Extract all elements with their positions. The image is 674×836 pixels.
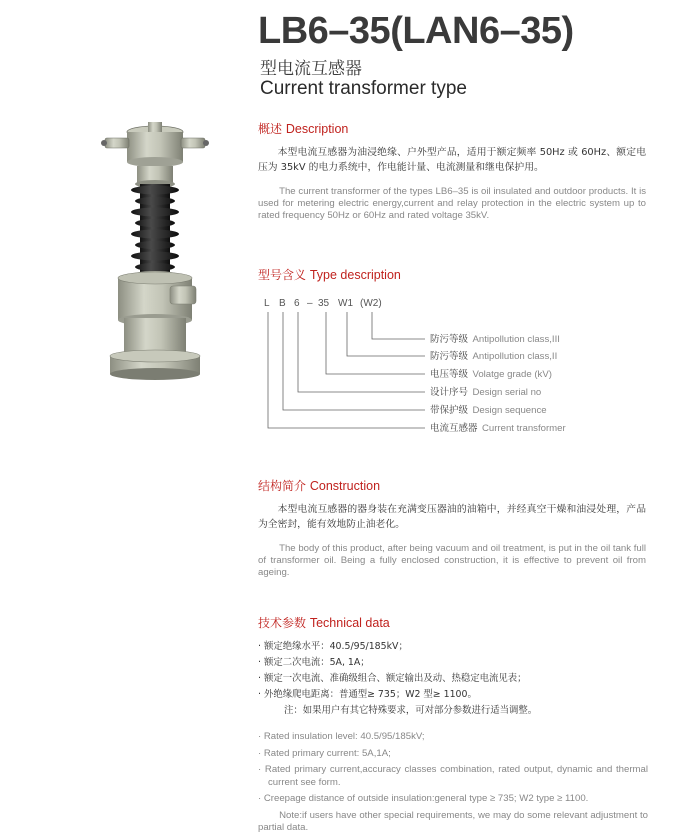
tech-note-en: Note:if users have other special requirements, we may do some relevant adjustment to partial data. [258, 809, 648, 833]
construction-text-cn: 本型电流互感器的器身装在充满变压器油的油箱中，并经真空干燥和油浸处理，产品为全密封，能有效地防止油老化。 [258, 504, 646, 530]
description-text-en: The current transformer of the types LB6–35 is oil insulated and outdoor products. It is used for metering electric energy,current and relay protection in the electric system up to rated frequency 50Hz or 60Hz and rated voltage 35kV. [258, 186, 646, 221]
technical-heading-cn: 技术参数 [258, 616, 307, 630]
tech-item-cn: · 额定二次电流：5A, 1A； [258, 657, 370, 668]
description-heading-en: Description [285, 122, 349, 136]
code-part-35: 35 [318, 298, 330, 309]
product-model-title: LB6–35(LAN6–35) [258, 10, 574, 52]
code-part-w2: (W2) [360, 298, 382, 309]
label-voltage-grade: 电压等级 Volatge grade (kV) [430, 369, 552, 380]
description-heading [258, 120, 348, 137]
type-description-heading [258, 266, 401, 283]
code-part-b: B [279, 298, 286, 309]
technical-heading [258, 614, 390, 631]
tech-item-cn: · 额定一次电流、准确级组合、额定输出及动、热稳定电流见表； [258, 673, 527, 684]
label-antipollution-ii: 防污等级 Antipollution class,II [430, 351, 558, 362]
tech-item-cn: · 外绝缘爬电距离：普通型≥ 735；W2 型≥ 1100。 [258, 689, 477, 700]
code-part-dash: – [307, 298, 313, 309]
tech-item-cn: · 额定绝缘水平：40.5/95/185kV； [258, 641, 408, 652]
tech-item-en: · Rated primary current,accuracy classes combination, rated output, dynamic and thermal current see form. [258, 764, 648, 788]
code-part-w1: W1 [338, 298, 353, 309]
type-heading-cn: 型号含义 [258, 268, 307, 282]
label-current-transformer: 电流互感器 Current transformer [430, 423, 566, 434]
code-part-6: 6 [294, 298, 300, 309]
product-subtitle-en: Current transformer type [260, 78, 467, 99]
type-heading-en: Type description [309, 268, 401, 282]
tech-item-en: · Rated insulation level: 40.5/95/185kV; [258, 731, 425, 742]
description-heading-cn: 概述 [258, 122, 283, 136]
leader-lines [268, 312, 425, 428]
technical-heading-en: Technical data [309, 616, 390, 630]
construction-heading-en: Construction [309, 479, 381, 493]
description-text-cn: 本型电流互感器为油浸绝缘、户外型产品，适用于额定频率 50Hz 或 60Hz、额定电压为 35kV 的电力系统中，作电能计量、电流测量和继电保护用。 [258, 147, 646, 173]
construction-text-en: The body of this product, after being vacuum and oil treatment, is put in the oil tank full of transformer oil. Being a fully enclosed construction, it is effective to prevent oil from ageing. [258, 543, 646, 578]
technical-list-cn [258, 639, 648, 719]
tech-item-en: · Rated primary current: 5A,1A; [258, 747, 391, 759]
tech-item-en: · Creepage distance of outside insulation:general type ≥ 735; W2 type ≥ 1100. [258, 793, 589, 804]
label-design-sequence: 带保护级 Design sequence [430, 405, 547, 416]
code-part-l: L [264, 298, 270, 309]
technical-list-en [258, 731, 648, 835]
product-photo-current-transformer [90, 110, 220, 390]
product-subtitle-cn: 型电流互感器 [260, 59, 362, 79]
construction-heading [258, 477, 380, 494]
label-design-serial: 设计序号 Design serial no [430, 387, 542, 398]
construction-heading-cn: 结构简介 [258, 479, 307, 493]
label-antipollution-iii: 防污等级 Antipollution class,III [430, 334, 560, 345]
tech-note-cn: 注：如果用户有其它特殊要求，可对部分参数进行适当调整。 [284, 705, 538, 716]
